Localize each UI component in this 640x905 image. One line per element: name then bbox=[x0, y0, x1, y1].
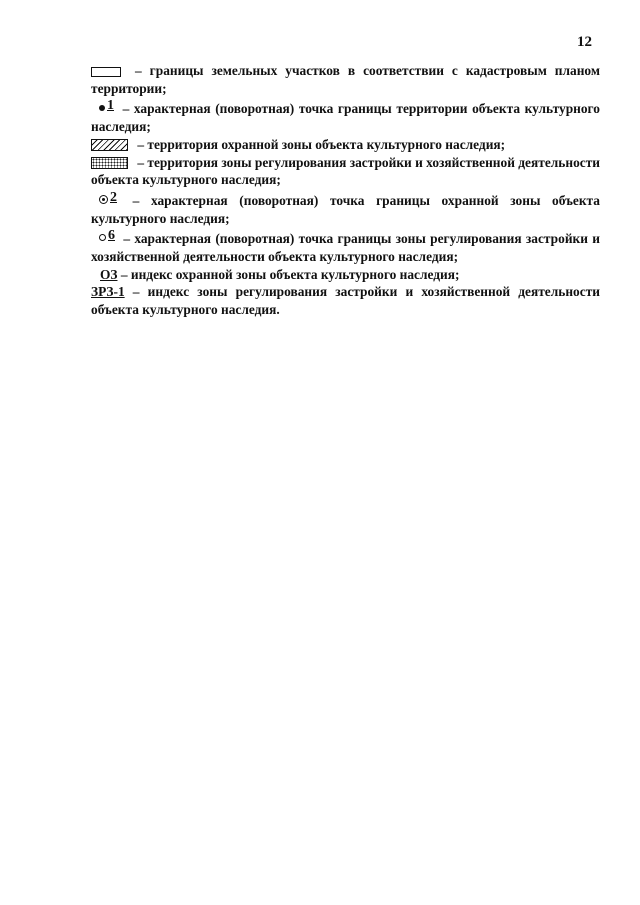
legend-item-text: – характерная (поворотная) точка границы охранной зоны объекта культурного наследия; bbox=[91, 192, 600, 226]
filled-dot-icon bbox=[99, 97, 114, 118]
legend-item-text: – территория охранной зоны объекта культурного наследия; bbox=[134, 136, 506, 152]
dotted-rectangle-icon bbox=[91, 157, 128, 169]
legend-item-regulation-zone-index bbox=[91, 283, 600, 318]
target-dot-icon bbox=[99, 189, 117, 210]
page-number: 12 bbox=[577, 34, 592, 50]
point-number: 1 bbox=[107, 98, 114, 114]
legend-item-protection-zone bbox=[91, 136, 600, 154]
legend-item-text: – территория зоны регулирования застройки и хозяйственной деятельности объекта культурного наследия; bbox=[91, 154, 600, 188]
point-number: 2 bbox=[110, 189, 117, 205]
legend-item-heritage-territory-point bbox=[91, 97, 600, 135]
legend-item-text: – индекс охранной зоны объекта культурного наследия; bbox=[117, 266, 460, 282]
rectangle-outline-icon bbox=[91, 67, 121, 77]
legend-item-text: – характерная (поворотная) точка границы зоны регулирования застройки и хозяйственной деятельности объекта культурного наследия; bbox=[91, 231, 600, 265]
legend-item-regulation-zone-point bbox=[91, 227, 600, 265]
zone-index-code: ЗРЗ-1 bbox=[91, 284, 125, 300]
legend-item-text: – границы земельных участков в соответствии с кадастровым планом территории; bbox=[91, 63, 600, 96]
point-number: 6 bbox=[108, 228, 115, 244]
legend-item-protection-zone-index bbox=[91, 266, 600, 284]
hatched-rectangle-icon bbox=[91, 139, 128, 151]
legend-item-text: – характерная (поворотная) точка границы территории объекта культурного наследия; bbox=[91, 101, 600, 135]
legend-item-regulation-zone bbox=[91, 154, 600, 189]
zone-index-code: ОЗ bbox=[100, 266, 118, 282]
legend bbox=[91, 62, 600, 319]
open-dot-icon bbox=[99, 227, 115, 248]
legend-item-land-plot-boundary bbox=[91, 62, 600, 97]
legend-item-protection-zone-point bbox=[91, 189, 600, 227]
legend-item-text: – индекс зоны регулирования застройки и хозяйственной деятельности объекта культурного наследия. bbox=[91, 284, 600, 318]
